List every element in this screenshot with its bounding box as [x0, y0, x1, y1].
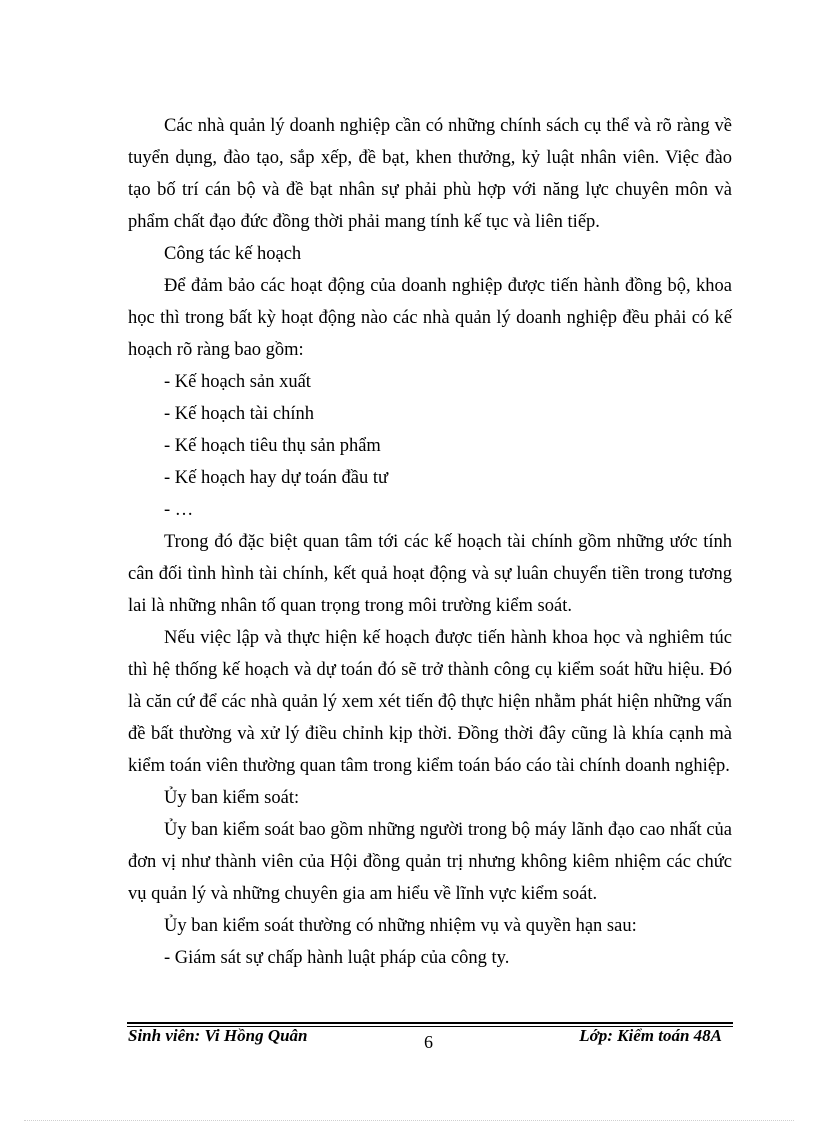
page-footer — [128, 1026, 732, 1056]
footer-page-number: 6 — [424, 1032, 433, 1052]
paragraph-committee-duties: Ủy ban kiểm soát thường có những nhiệm vụ và quyền hạn sau: — [164, 916, 637, 936]
list-item-financial-plan: - Kế hoạch tài chính — [164, 404, 314, 424]
paragraph-audit-committee: Ủy ban kiểm soát bao gồm những người trong bộ máy lãnh đạo cao nhất của đơn vị như thành viên của Hội đồng quản trị nhưng không kiêm nhiệm các chức vụ quản lý và những chuyên gia am hiểu về lĩnh vực kiểm soát. — [128, 820, 732, 904]
heading-audit-committee: Ủy ban kiểm soát: — [164, 788, 300, 808]
paragraph-financial-plan: Trong đó đặc biệt quan tâm tới các kế hoạch tài chính gồm những ước tính cân đối tình hình tài chính, kết quả hoạt động và sự luân chuyển tiền trong tương lai là những nhân tố quan trọng trong môi trường kiểm soát. — [128, 532, 732, 616]
list-item-ellipsis: - … — [164, 500, 194, 520]
list-item-sales-plan: - Kế hoạch tiêu thụ sản phẩm — [164, 436, 381, 456]
paragraph-hr-policy: Các nhà quản lý doanh nghiệp cần có những chính sách cụ thể và rõ ràng về tuyển dụng, đào tạo, sắp xếp, đề bạt, khen thưởng, kỷ luật nhân viên. Việc đào tạo bố trí cán bộ và đề bạt nhân sự phải phù hợp với năng lực chuyên môn và phẩm chất đạo đức đồng thời phải mang tính kế tục và liên tiếp. — [128, 116, 732, 232]
footer-class-name: Lớp: Kiểm toán 48A — [579, 1026, 722, 1045]
page-edge-divider — [24, 1120, 794, 1121]
footer-divider — [127, 1022, 733, 1024]
list-item-legal-compliance: - Giám sát sự chấp hành luật pháp của công ty. — [164, 948, 510, 968]
list-item-investment-plan: - Kế hoạch hay dự toán đầu tư — [164, 468, 388, 488]
page-body — [128, 110, 732, 974]
heading-planning: Công tác kế hoạch — [164, 244, 302, 264]
list-item-production-plan: - Kế hoạch sản xuất — [164, 372, 311, 392]
footer-student-name: Sinh viên: Vi Hồng Quân — [128, 1026, 308, 1045]
paragraph-control-tool: Nếu việc lập và thực hiện kế hoạch được tiến hành khoa học và nghiêm túc thì hệ thống kế hoạch và dự toán đó sẽ trở thành công cụ kiểm soát hữu hiệu. Đó là căn cứ để các nhà quản lý xem xét tiến độ thực hiện nhằm phát hiện những vấn đề bất thường và xử lý điều chỉnh kịp thời. Đồng thời đây cũng là khía cạnh mà kiểm toán viên thường quan tâm trong kiểm toán báo cáo tài chính doanh nghiệp. — [128, 628, 732, 776]
paragraph-planning-intro: Để đảm bảo các hoạt động của doanh nghiệp được tiến hành đồng bộ, khoa học thì trong bất kỳ hoạt động nào các nhà quản lý doanh nghiệp đều phải có kế hoạch rõ ràng bao gồm: — [128, 276, 732, 360]
